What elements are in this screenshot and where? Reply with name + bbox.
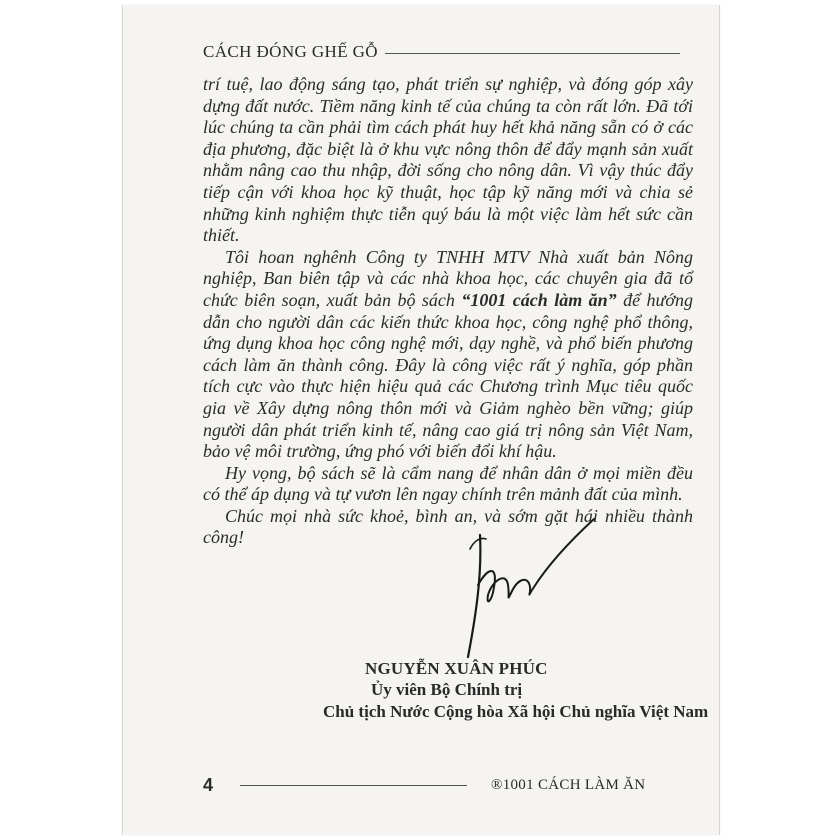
paragraph-2-start: Tôi hoan nghênh Công ty TNHH MTV Nhà xuất bản Nông nghiệp, Ban biên tập và các nhà khoa học, các chuyên gia đã tổ chức biên soạn, xuất bản bộ sách	[203, 246, 693, 310]
footer-rule	[240, 785, 467, 786]
signer-role-2: Chủ tịch Nước Cộng hòa Xã hội Chủ nghĩa Việt Nam	[323, 702, 709, 721]
paragraph-2-end: để hướng dẫn cho người dân các kiến thức khoa học, công nghệ phổ thông, ứng dụng khoa học công nghệ mới, dạy nghề, và phổ biến phương cách làm ăn thành công. Đây là công việc rất ý nghĩa, góp phần tích cực vào thực hiện hiệu quả các Chương trình Mục tiêu quốc gia về Xây dựng nông thôn mới và Giảm nghèo bền vững; giúp người dân phát triển kinh tế, nâng cao giá trị nông sản Việt Nam, bảo vệ môi trường, ứng phó với biến đổi khí hậu.	[203, 289, 693, 462]
paragraph-3: Hy vọng, bộ sách sẽ là cẩm nang để nhân dân ở mọi miền đều có thể áp dụng và tự vươn lên ngay chính trên mảnh đất của mình.	[203, 462, 693, 505]
handwritten-signature	[458, 515, 598, 665]
signer-role-1: Ủy viên Bộ Chính trị	[371, 680, 523, 699]
running-header-title: CÁCH ĐÓNG GHẾ GỖ	[203, 42, 378, 61]
book-series-title: “1001 cách làm ăn”	[461, 289, 617, 310]
signer-name: NGUYỄN XUÂN PHÚC	[365, 659, 548, 678]
header-rule	[385, 53, 680, 54]
page-number: 4	[203, 775, 214, 795]
book-page	[122, 5, 720, 835]
series-name: ®1001 CÁCH LÀM ĂN	[491, 777, 646, 793]
paragraph-4: Chúc mọi nhà sức khoẻ, bình an, và sớm gặt hái nhiều thành công!	[203, 505, 693, 548]
paragraph-1: trí tuệ, lao động sáng tạo, phát triển sự nghiệp, và đóng góp xây dựng đất nước. Tiềm năng kinh tế của chúng ta còn rất lớn. Đã tới lúc chúng ta cần phải tìm cách phát huy hết khả năng sẵn có ở các địa phương, đặc biệt là ở khu vực nông thôn để đẩy mạnh sản xuất nhằm nâng cao thu nhập, đời sống cho nông dân. Vì vậy thúc đẩy tiếp cận với khoa học kỹ thuật, học tập kỹ năng mới và chia sẻ những kinh nghiệm thực tiễn quý báu là một việc làm hết sức cần thiết.	[203, 74, 693, 246]
paragraph-2	[203, 247, 693, 463]
body-text	[203, 74, 693, 549]
